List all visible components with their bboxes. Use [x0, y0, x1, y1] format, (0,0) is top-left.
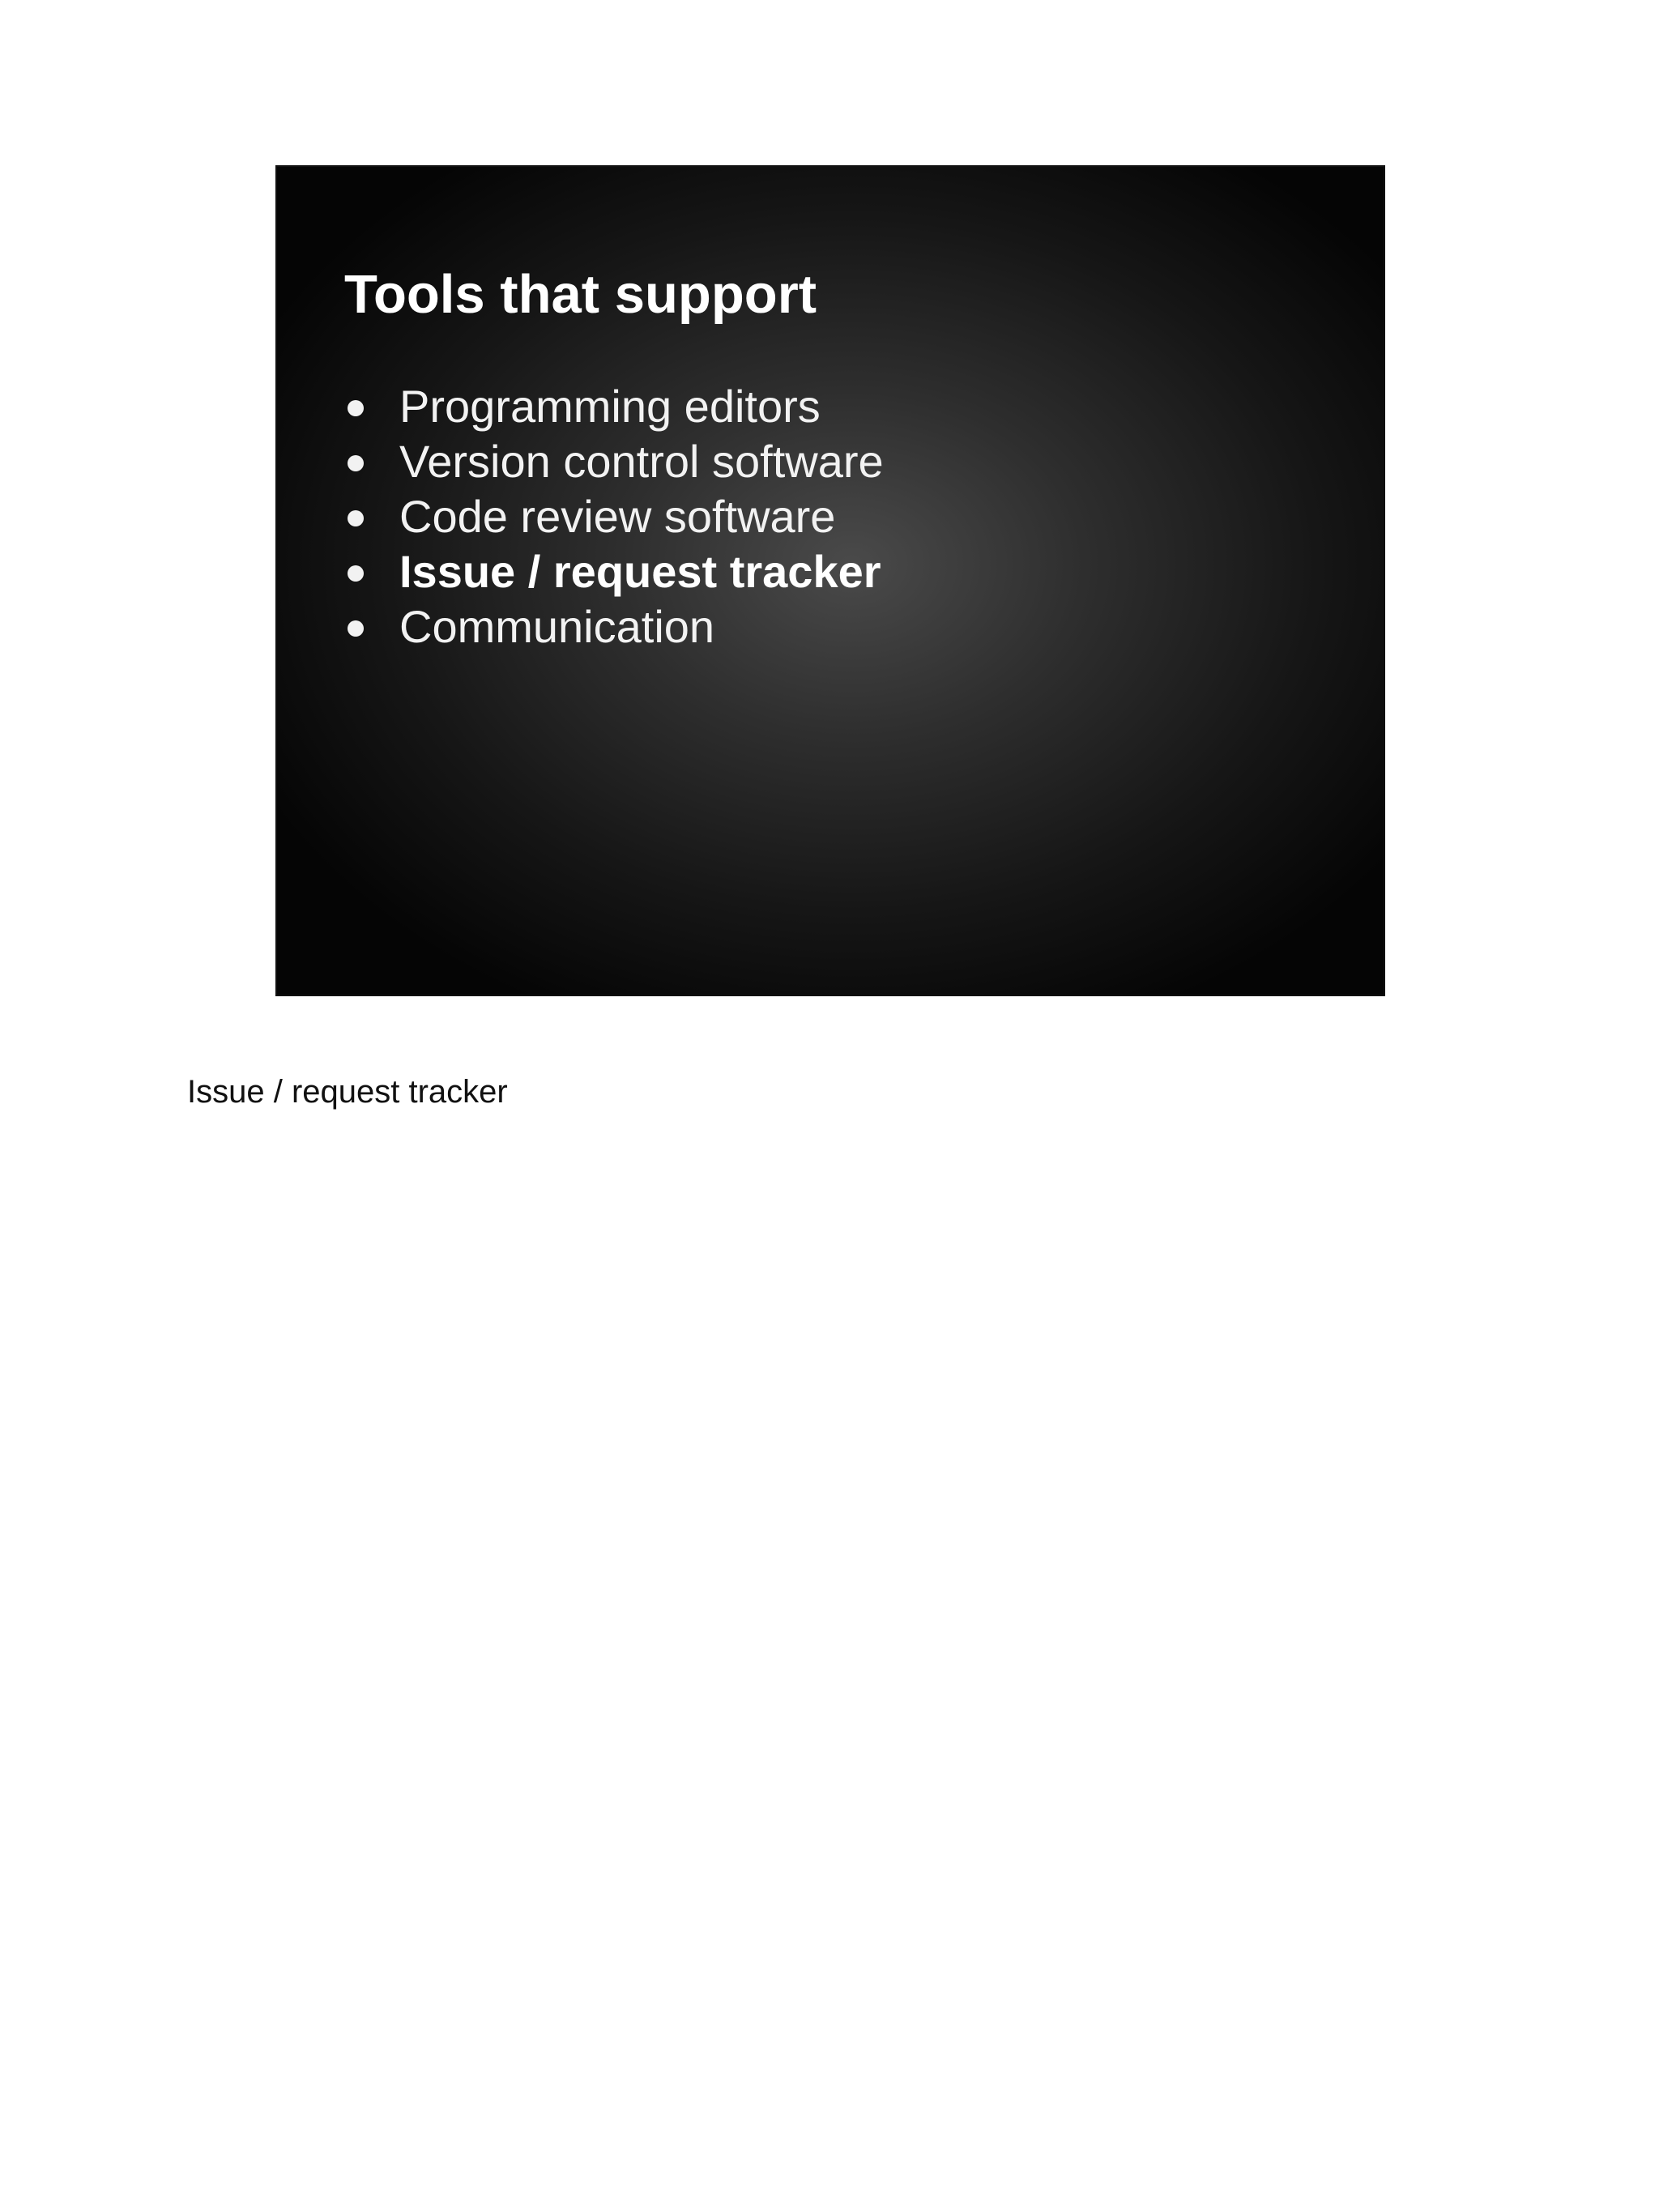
- bullet-item-version-control: [344, 434, 884, 489]
- slide-title: Tools that support: [344, 264, 817, 325]
- bullet-dot-icon: [348, 620, 364, 637]
- bullet-text: Issue / request tracker: [399, 546, 881, 597]
- bullet-dot-icon: [348, 510, 364, 526]
- bullet-text: Version control software: [399, 436, 884, 487]
- bullet-dot-icon: [348, 455, 364, 471]
- speaker-notes: Issue / request tracker: [187, 1074, 508, 1110]
- bullet-item-programming-editors: [344, 379, 884, 434]
- bullet-dot-icon: [348, 400, 364, 416]
- bullet-dot-icon: [348, 565, 364, 582]
- bullet-text: Programming editors: [399, 381, 821, 432]
- bullet-text: Communication: [399, 601, 715, 652]
- bullet-item-communication: [344, 599, 884, 654]
- bullet-item-issue-tracker: [344, 544, 884, 599]
- bullet-text: Code review software: [399, 491, 836, 542]
- slide: [275, 165, 1385, 996]
- bullet-list: [344, 379, 884, 654]
- bullet-item-code-review: [344, 489, 884, 544]
